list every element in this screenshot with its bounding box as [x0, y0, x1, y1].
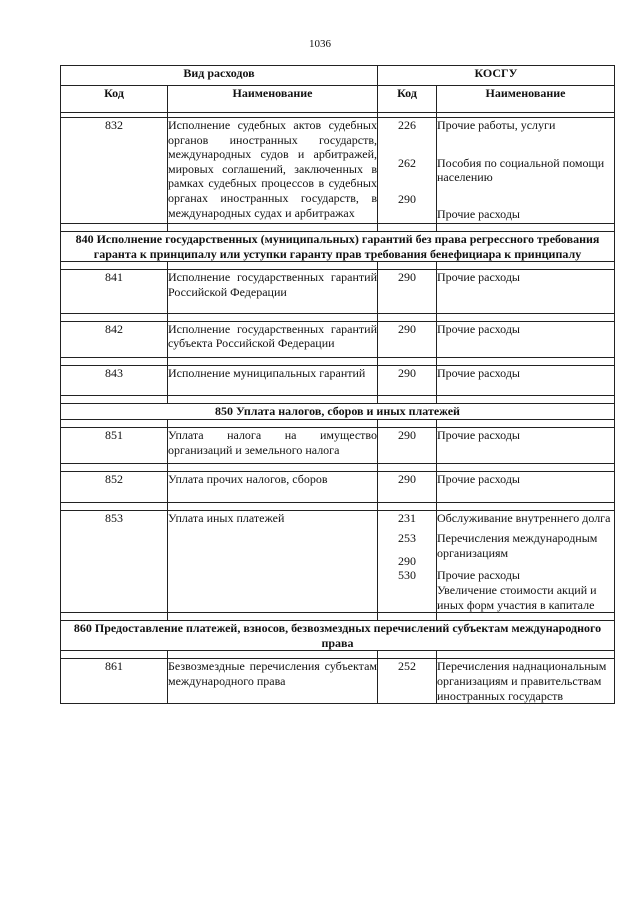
kosgu-name-cell — [437, 365, 615, 396]
spacer-row — [61, 224, 615, 232]
spacer-cell — [168, 396, 378, 404]
kosgu-code: 290 — [398, 553, 416, 568]
kosgu-code: 253 — [398, 531, 416, 546]
kosgu-name: Прочие расходы — [437, 568, 520, 583]
kosgu-name-cell — [437, 427, 615, 463]
kosgu-name-cell — [437, 510, 615, 613]
spacer-cell — [168, 613, 378, 621]
spacer-cell — [61, 313, 168, 321]
kosgu-code: 290 — [398, 270, 416, 285]
table-row — [61, 472, 615, 503]
spacer-cell — [168, 262, 378, 270]
table-row — [61, 270, 615, 313]
spacer-cell — [437, 313, 615, 321]
spacer-row — [61, 613, 615, 621]
spacer-cell — [61, 464, 168, 472]
expense-name: Уплата иных платежей — [168, 510, 378, 613]
spacer-row — [61, 502, 615, 510]
spacer-cell — [437, 651, 615, 659]
kosgu-name: Прочие расходы — [437, 321, 520, 336]
spacer-cell — [168, 502, 378, 510]
spacer-cell — [61, 502, 168, 510]
expense-name: Исполнение государственных гарантий Российской Федерации — [168, 270, 378, 313]
section-header-row — [61, 232, 615, 262]
expense-code: 851 — [61, 427, 168, 463]
kosgu-name: Прочие расходы — [437, 472, 520, 487]
expense-name: Исполнение государственных гарантий субъекта Российской Федерации — [168, 321, 378, 357]
page-number: 1036 — [309, 38, 331, 50]
spacer-cell — [61, 419, 168, 427]
table-row — [61, 365, 615, 396]
table-row — [61, 321, 615, 357]
expense-name: Уплата налога на имущество организаций и земельного налога — [168, 427, 378, 463]
section-header-row — [61, 621, 615, 651]
expense-classification-table — [60, 65, 615, 704]
spacer-cell — [61, 357, 168, 365]
kosgu-name: Прочие работы, услуги — [437, 118, 556, 132]
spacer-cell — [378, 224, 437, 232]
table-row — [61, 427, 615, 463]
kosgu-name: Пособия по социальной помощи населению — [437, 155, 605, 185]
kosgu-name: Прочие расходы — [437, 427, 520, 442]
spacer-row — [61, 262, 615, 270]
spacer-cell — [168, 464, 378, 472]
spacer-row — [61, 396, 615, 404]
kosgu-name-cell — [437, 472, 615, 503]
section-title: 850 Уплата налогов, сборов и иных платежей — [61, 404, 615, 420]
kosgu-code: 290 — [398, 365, 416, 380]
table-group-header-row — [61, 66, 615, 86]
spacer-cell — [437, 262, 615, 270]
spacer-row — [61, 419, 615, 427]
kosgu-code: 290 — [398, 321, 416, 336]
expense-code: 842 — [61, 321, 168, 357]
spacer-cell — [168, 357, 378, 365]
kosgu-name: Прочие расходы — [437, 270, 520, 285]
spacer-cell — [168, 313, 378, 321]
expense-name: Исполнение судебных актов судебных органов иностранных государств, международных судов и арбитражей, мировых соглашений, заключенных в рамках судебных процессов в судебных органах иностранных государств, в международных судах и арбитражах — [168, 118, 378, 224]
spacer-cell — [437, 613, 615, 621]
spacer-row — [61, 651, 615, 659]
spacer-cell — [61, 262, 168, 270]
expense-code: 832 — [61, 118, 168, 224]
expense-code: 853 — [61, 510, 168, 613]
spacer-cell — [378, 262, 437, 270]
spacer-cell — [437, 419, 615, 427]
kosgu-code-cell — [378, 427, 437, 463]
kosgu-code-cell — [378, 510, 437, 613]
spacer-cell — [437, 396, 615, 404]
column-header-kosgu-code: Код — [378, 86, 437, 113]
kosgu-code: 231 — [398, 510, 416, 525]
table-row — [61, 659, 615, 704]
table-column-header-row — [61, 86, 615, 113]
expense-name: Исполнение муниципальных гарантий — [168, 365, 378, 396]
table-row — [61, 118, 615, 224]
kosgu-code: 252 — [398, 659, 416, 674]
kosgu-name: Прочие расходы — [437, 365, 520, 380]
column-header-kosgu-name: Наименование — [437, 86, 615, 113]
kosgu-code-cell — [378, 321, 437, 357]
kosgu-code: 262 — [398, 155, 416, 170]
column-header-code: Код — [61, 86, 168, 113]
spacer-cell — [378, 357, 437, 365]
spacer-cell — [378, 502, 437, 510]
kosgu-name-cell — [437, 659, 615, 704]
spacer-row — [61, 313, 615, 321]
spacer-cell — [378, 313, 437, 321]
expense-code: 852 — [61, 472, 168, 503]
spacer-cell — [437, 224, 615, 232]
kosgu-code: 290 — [398, 472, 416, 487]
kosgu-code: 226 — [398, 118, 416, 132]
spacer-cell — [378, 396, 437, 404]
spacer-cell — [168, 419, 378, 427]
kosgu-name: Обслуживание внутреннего долга — [437, 510, 611, 525]
spacer-cell — [378, 613, 437, 621]
spacer-row — [61, 357, 615, 365]
kosgu-name-cell — [437, 270, 615, 313]
kosgu-code: 530 — [398, 568, 416, 583]
section-title: 840 Исполнение государственных (муниципальных) гарантий без права регрессного требования гаранта к принципалу или уступки гаранту прав требования бенефициара к принципалу — [61, 232, 615, 262]
spacer-cell — [61, 613, 168, 621]
kosgu-code-cell — [378, 365, 437, 396]
group-header-kosgu: КОСГУ — [378, 66, 615, 86]
table-row — [61, 510, 615, 613]
expense-name: Уплата прочих налогов, сборов — [168, 472, 378, 503]
kosgu-name: Увеличение стоимости акций и иных форм участия в капитале — [437, 583, 597, 612]
spacer-cell — [378, 651, 437, 659]
kosgu-name-cell — [437, 118, 615, 224]
group-header-expense-type: Вид расходов — [61, 66, 378, 86]
expense-code: 841 — [61, 270, 168, 313]
table-body — [61, 113, 615, 704]
kosgu-code-cell — [378, 659, 437, 704]
section-header-row — [61, 404, 615, 420]
spacer-cell — [61, 224, 168, 232]
spacer-cell — [437, 502, 615, 510]
expense-code: 861 — [61, 659, 168, 704]
column-header-name: Наименование — [168, 86, 378, 113]
spacer-cell — [168, 224, 378, 232]
kosgu-name: Перечисления наднациональным организациям и правительствам иностранных государств — [437, 659, 607, 703]
spacer-cell — [437, 464, 615, 472]
spacer-cell — [61, 651, 168, 659]
expense-name: Безвозмездные перечисления субъектам международного права — [168, 659, 378, 704]
expense-code: 843 — [61, 365, 168, 396]
spacer-cell — [61, 396, 168, 404]
spacer-cell — [437, 357, 615, 365]
kosgu-code-cell — [378, 270, 437, 313]
spacer-cell — [378, 464, 437, 472]
kosgu-code-cell — [378, 472, 437, 503]
spacer-cell — [168, 651, 378, 659]
kosgu-name-cell — [437, 321, 615, 357]
spacer-row — [61, 464, 615, 472]
kosgu-name: Прочие расходы — [437, 206, 520, 221]
kosgu-code: 290 — [398, 192, 416, 207]
kosgu-code: 290 — [398, 427, 416, 442]
kosgu-code-cell — [378, 118, 437, 224]
section-title: 860 Предоставление платежей, взносов, безвозмездных перечислений субъектам международного права — [61, 621, 615, 651]
spacer-cell — [378, 419, 437, 427]
kosgu-name: Перечисления международным организациям — [437, 531, 598, 560]
